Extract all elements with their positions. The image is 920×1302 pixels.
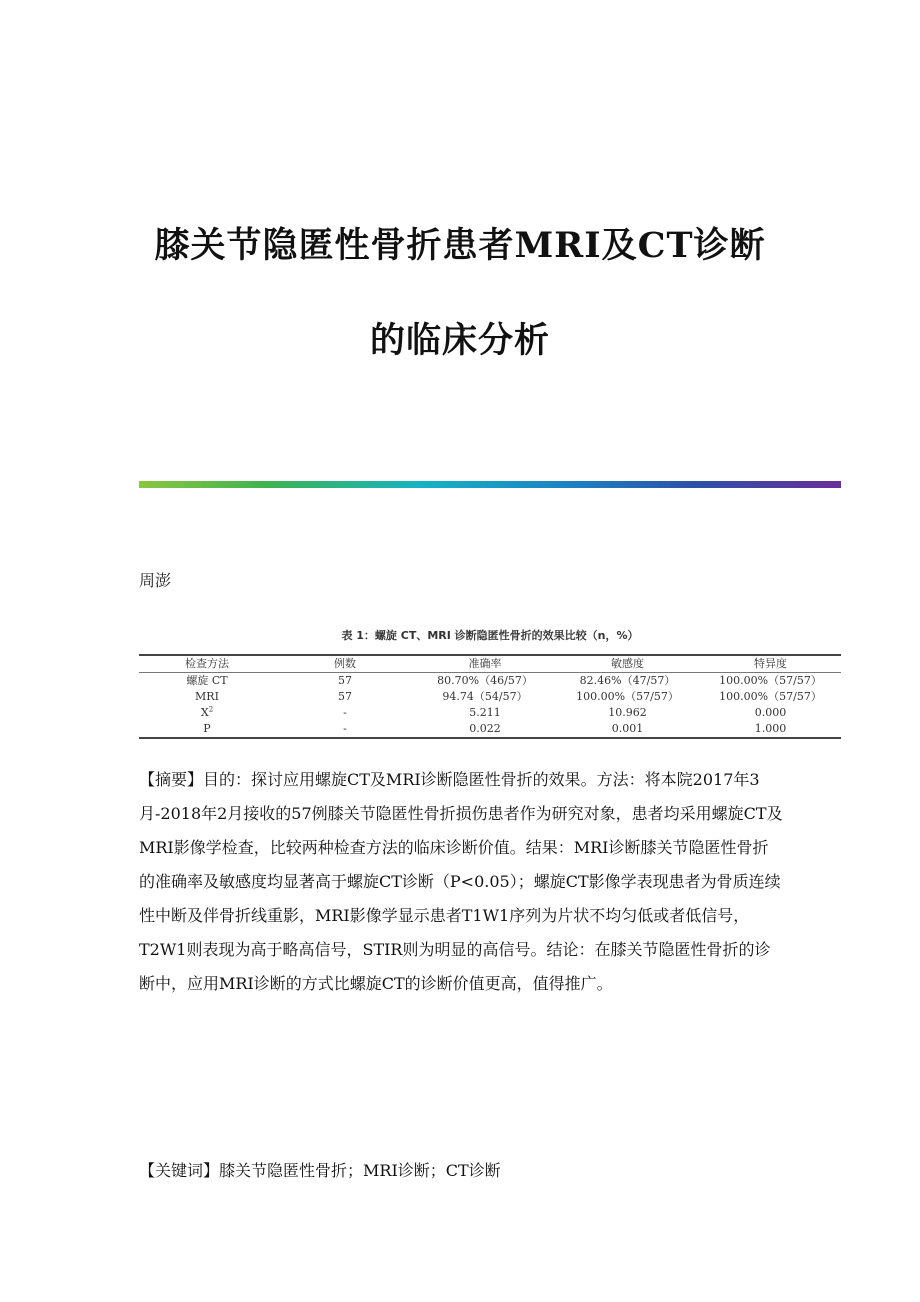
- cell-specificity: 1.000: [754, 722, 787, 735]
- table-row: [139, 721, 841, 738]
- cell-sensitivity: 10.962: [608, 706, 647, 719]
- cell-accuracy: 5.211: [469, 706, 501, 719]
- abstract-label: 【摘要】: [139, 770, 204, 789]
- table-row: [139, 689, 841, 705]
- results-table: [139, 654, 841, 739]
- cell-specificity: 100.00%（57/57）: [719, 690, 822, 703]
- abstract-text: 目的：探讨应用螺旋CT及MRI诊断隐匿性骨折的效果。方法：将本院2017年3月-2018年2月接收的57例膝关节隐匿性骨折损伤患者作为研究对象，患者均采用螺旋CT及MRI影像学检查，比较两种检查方法的临床诊断价值。结果：MRI诊断膝关节隐匿性骨折的准确率及敏感度均显著高于螺旋CT诊断（P<0.05）；螺旋CT影像学表现患者为骨质连续性中断及伴骨折线重影，MRI影像学显示患者T1W1序列为片状不均匀低或者低信号，T2W1则表现为高于略高信号，STIR则为明显的高信号。结论：在膝关节隐匿性骨折的诊断中，应用MRI诊断的方式比螺旋CT的诊断价值更高，值得推广。: [139, 770, 783, 993]
- header-count: 例数: [334, 657, 356, 670]
- cell-sensitivity: 100.00%（57/57）: [576, 690, 679, 703]
- cell-count: 57: [338, 690, 352, 703]
- cell-count: 57: [338, 674, 352, 687]
- cell-count: -: [343, 722, 347, 735]
- paper-title-line-2: 的临床分析: [369, 320, 550, 361]
- cell-count: -: [343, 706, 347, 719]
- keywords-paragraph: [139, 1154, 784, 1188]
- paper-title-line-1: 膝关节隐匿性骨折患者MRI及CT诊断: [154, 225, 766, 266]
- table-row: [139, 705, 841, 721]
- keywords-label: 【关键词】: [139, 1161, 220, 1180]
- cell-specificity: 100.00%（57/57）: [719, 674, 822, 687]
- header-specificity: 特异度: [754, 657, 787, 670]
- cell-accuracy: 0.022: [469, 722, 501, 735]
- cell-method: [139, 705, 275, 721]
- chi-square-superscript: 2: [208, 705, 214, 714]
- gradient-divider: [139, 481, 841, 488]
- cell-method: MRI: [195, 690, 219, 703]
- cell-method: 螺旋 CT: [186, 674, 228, 687]
- chi-square-symbol: X: [200, 706, 209, 719]
- cell-accuracy: 94.74（54/57）: [442, 690, 528, 703]
- cell-accuracy: 80.70%（46/57）: [437, 674, 533, 687]
- cell-sensitivity: 82.46%（47/57）: [579, 674, 676, 687]
- cell-sensitivity: 0.001: [611, 722, 644, 735]
- keywords-text: 膝关节隐匿性骨折；MRI诊断；CT诊断: [219, 1161, 501, 1180]
- cell-specificity: 0.000: [754, 706, 787, 719]
- table-row: [139, 673, 841, 690]
- abstract-paragraph: [139, 763, 784, 1001]
- header-sensitivity: 敏感度: [611, 657, 644, 670]
- table-header-row: [139, 655, 841, 673]
- table-caption: 表 1：螺旋 CT、MRI 诊断隐匿性骨折的效果比较（n，%）: [341, 629, 639, 642]
- header-method: 检查方法: [185, 657, 229, 670]
- cell-method: P: [203, 722, 211, 735]
- author-name: 周澎: [139, 571, 172, 590]
- header-accuracy: 准确率: [468, 657, 502, 670]
